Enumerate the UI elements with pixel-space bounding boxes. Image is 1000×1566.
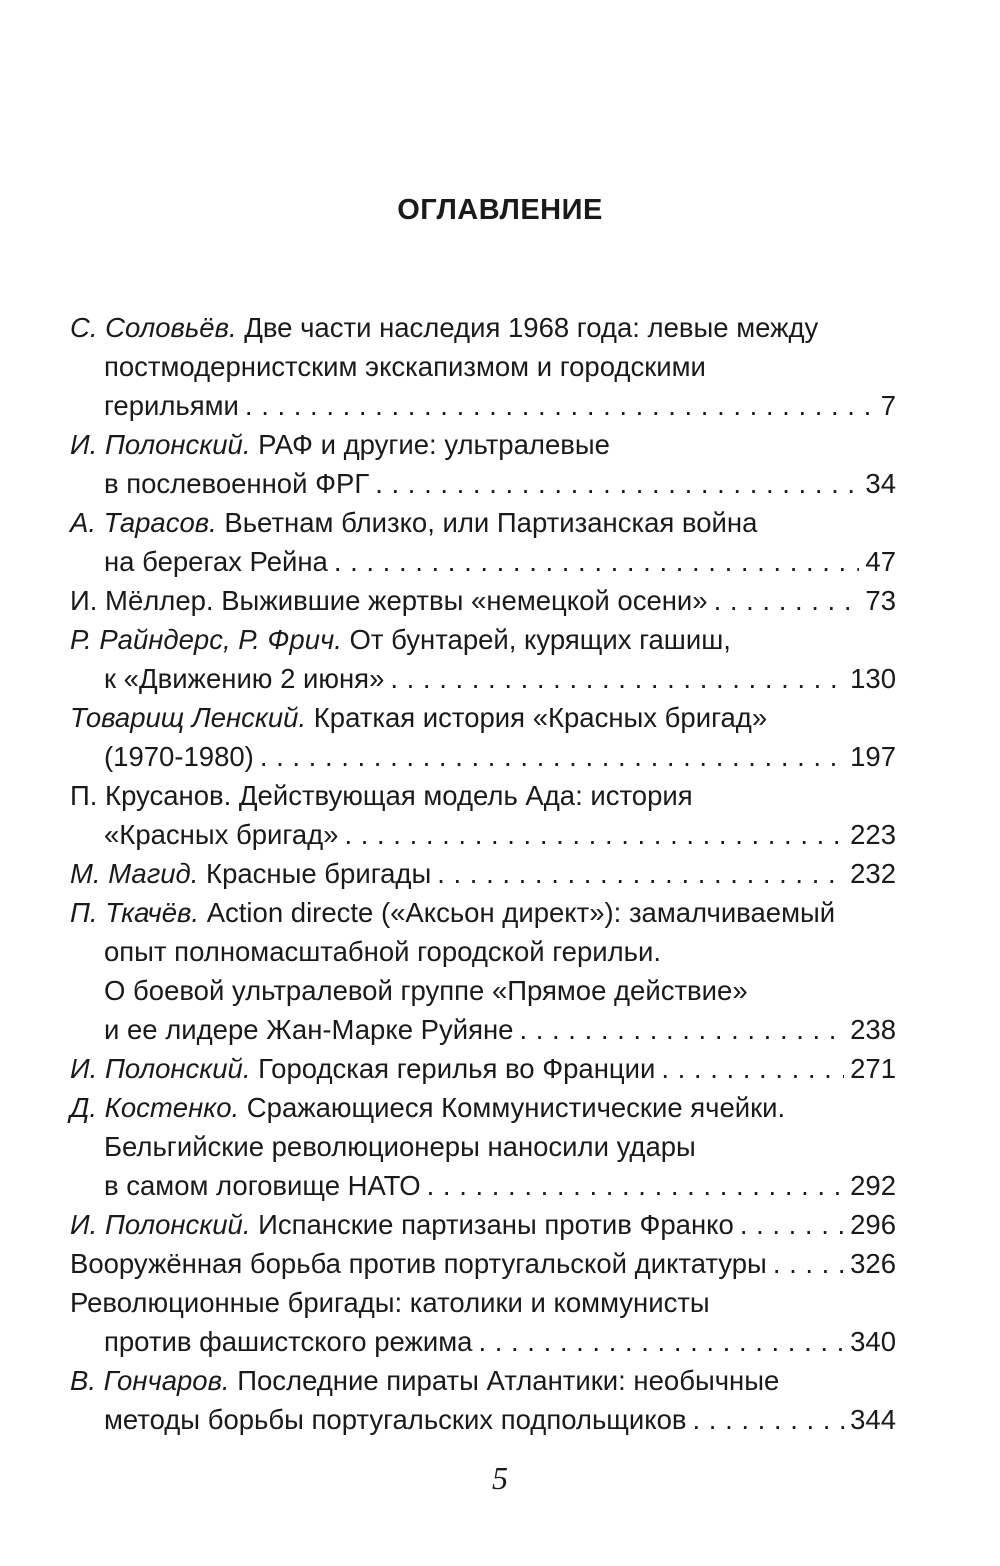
toc-title-text: в послевоенной ФРГ [104,468,370,499]
dot-leader [437,854,844,893]
toc-title-text: От бунтарей, курящих гашиш, [349,624,731,655]
toc-title-text: постмодернистским экскапизмом и городскими [104,351,706,382]
dot-leader [260,737,844,776]
dot-leader [427,1166,844,1205]
toc-entry-line [70,1049,896,1088]
toc-entry-line [70,1283,896,1322]
toc-title-text: Революционные бригады: католики и коммунисты [70,1287,710,1318]
toc-entry [70,698,896,776]
toc-title-text: Краткая история «Красных бригад» [313,702,768,733]
toc-entry-line [70,737,896,776]
toc-entry-line [70,659,896,698]
toc-entry-line [70,854,896,893]
toc-title-text: Вооружённая борьба против португальской диктатуры [70,1248,767,1279]
toc-entry [70,503,896,581]
toc-author: Р. Райндерс, Р. Фрич. [70,624,342,655]
dot-leader [478,1322,844,1361]
toc-page-number: 238 [850,1014,896,1045]
toc-title-text: Красные бригады [206,858,432,889]
toc-entry [70,1205,896,1244]
toc-entry-line [70,815,896,854]
toc-title-text: Испанские партизаны против Франко [258,1209,734,1240]
toc-entry-line [70,386,896,425]
toc-entry-line [70,1088,896,1127]
toc-title-text: на берегах Рейна [104,546,328,577]
toc-entry [70,425,896,503]
page-title: ОГЛАВЛЕНИЕ [397,194,603,226]
toc-title-text: в самом логовище НАТО [104,1170,421,1201]
toc-entry-line [70,932,896,971]
toc-author: И. Полонский. [70,1209,251,1240]
toc-entry [70,308,896,425]
toc-author: И. Мёллер. [70,585,214,616]
toc-title-text: Городская герилья во Франции [258,1053,656,1084]
toc-entry-line [70,1127,896,1166]
toc-entry [70,1361,896,1439]
toc-entry-line [70,1361,896,1400]
toc-entry [70,581,896,620]
toc-title-text: опыт полномасштабной городской герильи. [104,936,662,967]
toc-author: С. Соловьёв. [70,312,237,343]
dot-leader [390,659,844,698]
toc-title-text: Вьетнам близко, или Партизанская война [224,507,758,538]
toc-entry-line [70,581,896,620]
toc-page-number: 232 [850,858,896,889]
dot-leader [334,542,860,581]
toc-title-text: Действующая модель Ада: история [238,780,693,811]
toc-title-text: и ее лидере Жан-Марке Руйяне [104,1014,514,1045]
page-number: 5 [492,1460,508,1496]
toc-entry [70,620,896,698]
toc-author: Д. Костенко. [70,1092,240,1123]
toc-title-text: Бельгийские революционеры наносили удары [104,1131,696,1162]
toc-page-number: 340 [850,1326,896,1357]
toc-entry-line [70,698,896,737]
toc-author: П. Крусанов. [70,780,232,811]
toc-title-text: (1970-1980) [104,741,254,772]
toc-page-number: 292 [850,1170,896,1201]
table-of-contents [70,308,896,1439]
toc-entry-line [70,776,896,815]
toc-author: И. Полонский. [70,1053,251,1084]
toc-author: И. Полонский. [70,429,251,460]
dot-leader [519,1010,844,1049]
toc-title-text: Последние пираты Атлантики: необычные [237,1365,780,1396]
toc-entry-line [70,503,896,542]
toc-page-number: 130 [850,663,896,694]
dot-leader [773,1244,844,1283]
toc-entry-line [70,1166,896,1205]
toc-entry [70,854,896,893]
toc-entry [70,1283,896,1361]
toc-title-text: к «Движению 2 июня» [104,663,385,694]
toc-entry-line [70,542,896,581]
toc-author: В. Гончаров. [70,1365,230,1396]
toc-title-text: против фашистского режима [104,1326,473,1357]
toc-entry [70,1244,896,1283]
toc-entry [70,776,896,854]
dot-leader [714,581,860,620]
toc-author: А. Тарасов. [70,507,217,538]
toc-entry-line [70,1205,896,1244]
toc-page-number: 197 [850,741,896,772]
toc-title-text: методы борьбы португальских подпольщиков [104,1404,687,1435]
toc-page-number: 296 [850,1209,896,1240]
dot-leader [344,815,844,854]
dot-leader [245,386,875,425]
toc-entry-line [70,1400,896,1439]
toc-author: Товарищ Ленский. [70,702,307,733]
toc-page-number: 326 [850,1248,896,1279]
toc-entry [70,1088,896,1205]
dot-leader [693,1400,845,1439]
toc-entry-line [70,464,896,503]
toc-title-text: Выжившие жертвы «немецкой осени» [221,585,708,616]
toc-title-text: Action directe («Аксьон директ»): замалчиваемый [206,897,836,928]
toc-entry-line [70,425,896,464]
toc-title-text: герильями [104,390,239,421]
toc-page-number: 223 [850,819,896,850]
toc-page-number: 34 [865,468,896,499]
toc-author: П. Ткачёв. [70,897,200,928]
toc-title-text: О боевой ультралевой группе «Прямое действие» [104,975,748,1006]
toc-entry-line [70,347,896,386]
toc-page-number: 271 [850,1053,896,1084]
toc-title-text: Сражающиеся Коммунистические ячейки. [246,1092,786,1123]
toc-page-number: 73 [865,585,896,616]
toc-author: М. Магид. [70,858,199,889]
toc-entry-line [70,971,896,1010]
toc-entry-line [70,1244,896,1283]
toc-entry [70,1049,896,1088]
toc-entry [70,893,896,1049]
toc-page-number: 344 [850,1404,896,1435]
dot-leader [375,464,859,503]
toc-title-text: «Красных бригад» [104,819,339,850]
toc-entry-line [70,1010,896,1049]
toc-title-text: Две части наследия 1968 года: левые между [244,312,819,343]
toc-title-text: РАФ и другие: ультралевые [258,429,610,460]
toc-entry-line [70,308,896,347]
dot-leader [661,1049,844,1088]
toc-page-number: 7 [880,390,896,421]
dot-leader [740,1205,844,1244]
toc-entry-line [70,1322,896,1361]
toc-entry-line [70,620,896,659]
toc-page-number: 47 [865,546,896,577]
toc-entry-line [70,893,896,932]
